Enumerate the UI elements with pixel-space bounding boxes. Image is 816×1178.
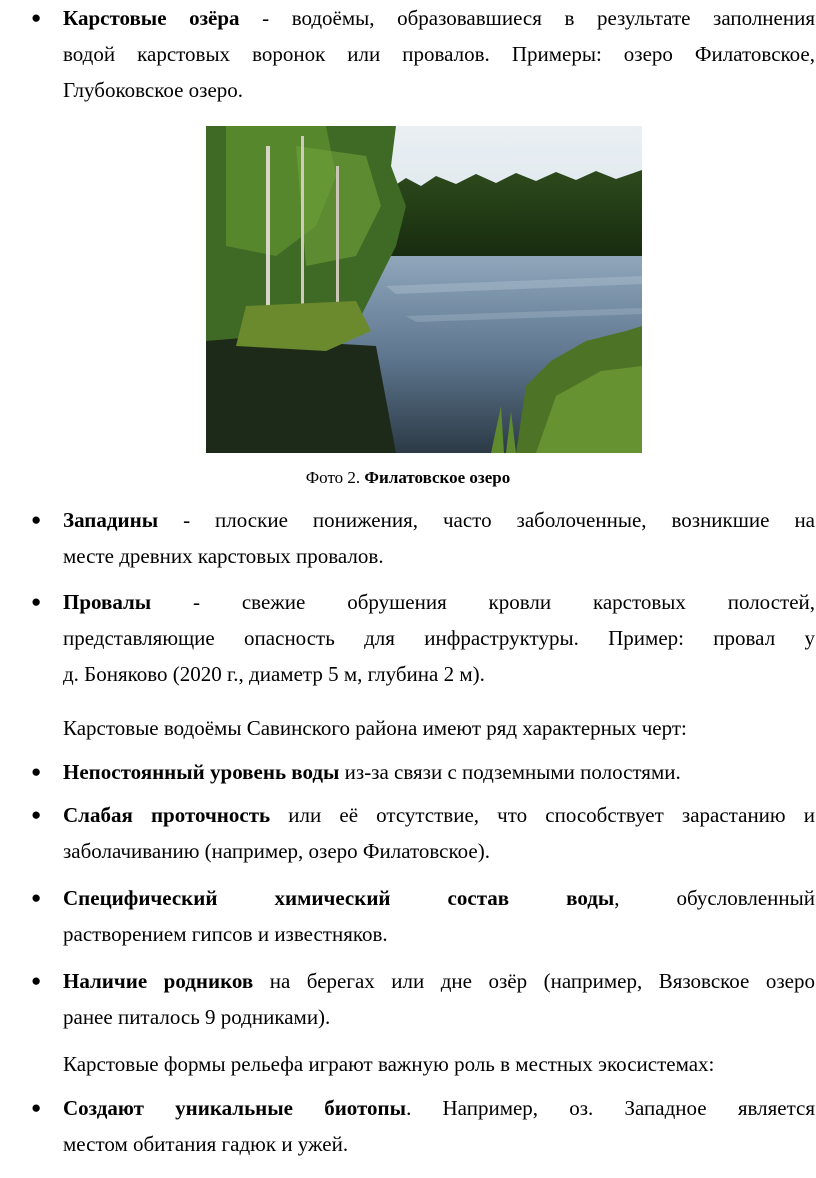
- item-text: или её отсутствие, что способствует зарастанию и: [270, 803, 815, 827]
- item-term: Наличие родников: [63, 969, 254, 993]
- item-line: д. Боняково (2020 г., диаметр 5 м, глубина 2 м).: [63, 662, 485, 686]
- item-term: Слабая проточность: [63, 803, 271, 827]
- bullet-icon: ●: [31, 888, 42, 907]
- item-term: Провалы: [63, 590, 152, 614]
- item-term: Карстовые озёра: [63, 6, 240, 30]
- item-text: - водоёмы, образовавшиеся в результате заполнения: [239, 6, 815, 30]
- bullet-icon: ●: [31, 971, 42, 990]
- photo-caption: [0, 467, 816, 489]
- item-text: . Например, оз. Западное является: [406, 1096, 815, 1120]
- paragraph-characteristics: Карстовые водоёмы Савинского района имеют ряд характерных черт:: [63, 716, 687, 740]
- bullet-icon: ●: [31, 762, 42, 781]
- item-line: [63, 754, 815, 790]
- item-line: [63, 502, 815, 538]
- list-item-sinkholes: [31, 584, 815, 692]
- item-line: ранее питалось 9 родниками).: [63, 1005, 331, 1029]
- item-line: Глубоковское озеро.: [63, 78, 244, 102]
- list-item-biotopes: [31, 1090, 815, 1162]
- item-line: заболачиванию (например, озеро Филатовское).: [63, 839, 490, 863]
- item-line: [63, 797, 815, 833]
- item-line: водой карстовых воронок или провалов. Примеры: озеро Филатовское,: [63, 42, 815, 66]
- item-line: местом обитания гадюк и ужей.: [63, 1132, 349, 1156]
- item-line: представляющие опасность для инфраструктуры. Пример: провал у: [63, 626, 815, 650]
- item-term: Создают уникальные биотопы: [63, 1096, 407, 1120]
- item-line: [63, 0, 815, 36]
- bullet-icon: ●: [31, 8, 42, 27]
- caption-title: Филатовское озеро: [364, 468, 511, 487]
- list-item-water-level: [31, 754, 815, 790]
- paragraph-ecosystems: Карстовые формы рельефа играют важную роль в местных экосистемах:: [63, 1052, 715, 1076]
- lake-photo-illustration: [206, 126, 642, 453]
- item-text: , обусловленный: [614, 886, 815, 910]
- bullet-icon: ●: [31, 510, 42, 529]
- item-line: [63, 880, 815, 916]
- lake-photo: [206, 126, 642, 453]
- item-term: Западины: [63, 508, 159, 532]
- list-item-karst-lakes: [31, 0, 815, 108]
- item-text: на берегах или дне озёр (например, Вязовское озеро: [253, 969, 815, 993]
- bullet-icon: ●: [31, 592, 42, 611]
- item-text: - свежие обрушения кровли карстовых полостей,: [151, 590, 815, 614]
- item-line: [63, 584, 815, 620]
- list-item-chemistry: [31, 880, 815, 952]
- list-item-depressions: [31, 502, 815, 574]
- item-line: месте древних карстовых провалов.: [63, 544, 384, 568]
- item-line: [63, 963, 815, 999]
- item-text: из-за связи с подземными полостями.: [339, 760, 681, 784]
- item-line: [63, 1090, 815, 1126]
- item-text: - плоские понижения, часто заболоченные, возникшие на: [158, 508, 815, 532]
- item-term: Непостоянный уровень воды: [63, 760, 340, 784]
- list-item-weak-flow: [31, 797, 815, 869]
- caption-prefix: Фото 2.: [305, 468, 365, 487]
- item-line: растворением гипсов и известняков.: [63, 922, 388, 946]
- bullet-icon: ●: [31, 805, 42, 824]
- list-item-springs: [31, 963, 815, 1035]
- bullet-icon: ●: [31, 1098, 42, 1117]
- item-term: Специфический химический состав воды: [63, 886, 615, 910]
